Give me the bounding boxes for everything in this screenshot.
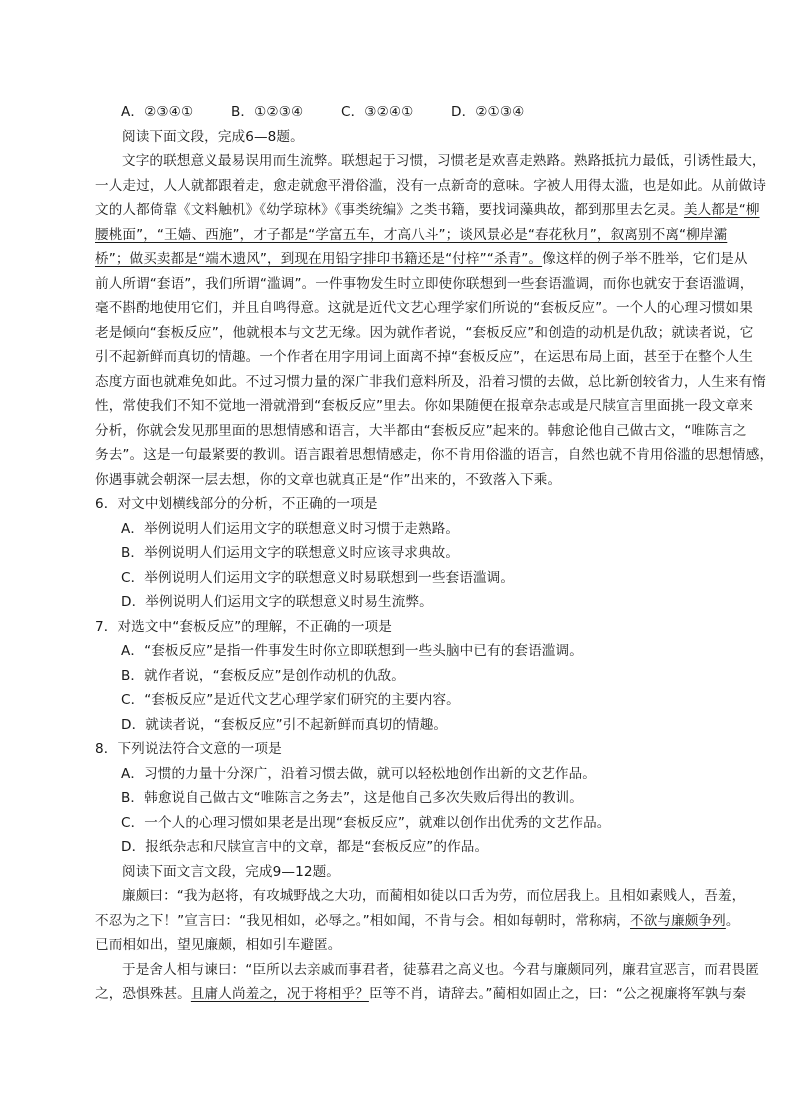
underlined-passage-line: 腰桃面”，“王嫱、西施”，才子都是“学富五车，才高八斗”；谈风景必是“春花秋月”，叙离别不离“柳岸灞	[95, 226, 728, 243]
underlined-text: 美人都是“柳	[683, 202, 760, 218]
passage-text: 之，恐惧殊甚。	[95, 986, 191, 1002]
passage-line: 文字的联想意义最易误用而生流弊。联想起于习惯，习惯老是欢喜走熟路。熟路抵抗力最低，引诱性最大，	[122, 153, 766, 169]
passage-text: 文的人都倚靠《文料触机》《幼学琼林》《事类统编》之类书籍，要找词藻典故，都到那里去乞灵。	[95, 202, 684, 218]
passage-line: 分析，你就会发见那里面的思想情感和语言，大半都由“套板反应”起来的。韩愈论他自己做古文，“唯陈言之	[95, 422, 747, 439]
instruction-9-12: 阅读下面文言文段，完成9—12题。	[122, 863, 340, 880]
passage-line: 已而相如出，望见廉颇，相如引车避匿。	[95, 937, 342, 953]
underlined-text: 不欲与廉颇争列	[630, 912, 726, 929]
document-page	[95, 100, 774, 1007]
passage-line: 一人走过，人人就都跟着走，愈走就愈平滑俗滥，没有一点新奇的意味。字被人用得太滥，也是如此。从前做诗	[95, 177, 766, 194]
question-stem: 8．下列说法符合文意的一项是	[95, 741, 282, 757]
q5-option-b[interactable]: B．①②③④	[231, 104, 304, 120]
answer-option-d[interactable]: D．报纸杂志和尺牍宣言中的文章，都是“套板反应”的作品。	[121, 839, 489, 855]
passage-line: 前人所谓“套语”，我们所谓“滥调”。一件事物发生时立即使你联想到一些套语滥调，而你也就安于套语滥调，	[95, 275, 754, 292]
underlined-text: 桥”；做买卖都是“端木遗风”，到现在用铅字排印书籍还是“付梓”“杀青”。	[95, 251, 543, 267]
answer-option-c[interactable]: C．一个人的心理习惯如果老是出现“套板反应”，就难以创作出优秀的文艺作品。	[121, 814, 611, 831]
answer-option-b[interactable]: B．韩愈说自己做古文“唯陈言之务去”，这是他自己多次失败后得出的教训。	[121, 790, 583, 806]
answer-option-a[interactable]: A．举例说明人们运用文字的联想意义时习惯于走熟路。	[121, 520, 460, 537]
answer-option-d[interactable]: D．就读者说，“套板反应”引不起新鲜而真切的情趣。	[121, 716, 448, 733]
answer-option-c[interactable]: C．“套板反应”是近代文艺心理学家们研究的主要内容。	[121, 692, 460, 708]
passage-line: 你遇事就会朝深一层去想，你的文章也就真正是“作”出来的，不致落入下乘。	[95, 471, 562, 488]
classical-passage	[95, 884, 760, 1007]
passage-text: 臣等不肖，请辞去。”蔺相如固止之，曰：“公之视廉将军孰与秦	[368, 986, 747, 1002]
q5-option-a[interactable]: A．②③④①	[121, 104, 194, 120]
question-stem: 6．对文中划横线部分的分析，不正确的一项是	[95, 496, 378, 512]
passage-text: 不忍为之下！”宣言曰：“我见相如，必辱之。”相如闻，不肯与会。相如每朝时，常称病，	[95, 912, 630, 929]
passage-line: 态度方面也就难免如此。不过习惯力量的深广非我们意料所及，沿着习惯的去做，总比新创较省力，人生来有惰	[95, 373, 766, 390]
passage-line: 廉颇曰：“我为赵将，有攻城野战之大功，而蔺相如徒以口舌为劳，而位居我上。且相如素贱人，吾羞，	[122, 888, 746, 904]
passage-line: 于是舍人相与谏曰：“臣所以去亲戚而事君者，徒慕君之高义也。今君与廉颇同列，廉君宣恶言，而君畏匿	[122, 961, 760, 978]
passage-line: 性，常使我们不知不觉地一滑就滑到“套板反应”里去。你如果随便在报章杂志或是尺牍宣言里面挑一段文章来	[95, 398, 753, 414]
passage-line: 引不起新鲜而真切的情趣。一个作者在用字用词上面离不掉“套板反应”，在运思布局上面，甚至于在整个人生	[95, 349, 753, 365]
passage-line	[95, 247, 748, 272]
instruction-6-8: 阅读下面文段，完成6—8题。	[122, 128, 304, 145]
answer-option-b[interactable]: B．举例说明人们运用文字的联想意义时应该寻求典故。	[121, 545, 460, 561]
passage-line	[95, 982, 747, 1007]
answer-option-a[interactable]: A．“套板反应”是指一件事发生时你立即联想到一些头脑中已有的套语滥调。	[121, 643, 583, 659]
passage-line: 毫不斟酌地使用它们，并且自鸣得意。这就是近代文艺心理学家们所说的“套板反应”。一个人的心理习惯如果	[95, 300, 753, 316]
q5-option-c[interactable]: C．③②④①	[341, 104, 414, 120]
passage-line	[95, 909, 740, 934]
underlined-text: 且庸人尚羞之，况于将相乎？	[190, 986, 369, 1002]
answer-option-c[interactable]: C．举例说明人们运用文字的联想意义时易联想到一些套语滥调。	[121, 569, 515, 586]
answer-option-a[interactable]: A．习惯的力量十分深广，沿着习惯去做，就可以轻松地创作出新的文艺作品。	[121, 765, 596, 782]
passage-line	[95, 198, 760, 223]
passage-text: 像这样的例子举不胜举，它们是从	[542, 251, 748, 267]
passage-text: 。	[725, 912, 740, 929]
question-8	[95, 737, 725, 860]
answer-option-b[interactable]: B．就作者说，“套板反应”是创作动机的仇敌。	[121, 667, 405, 684]
q5-option-d[interactable]: D．②①③④	[451, 104, 525, 120]
passage-line: 务去”。这是一句最紧要的教训。语言跟着思想情感走，你不肯用俗滥的语言，自然也就不肯用俗滥的思想情感，	[95, 447, 774, 463]
q5-options	[95, 100, 725, 125]
question-7	[95, 615, 725, 738]
answer-option-d[interactable]: D．举例说明人们运用文字的联想意义时易生流弊。	[121, 594, 433, 610]
question-stem: 7．对选文中“套板反应”的理解，不正确的一项是	[95, 618, 392, 635]
passage-line: 老是倾向“套板反应”，他就根本与文艺无缘。因为就作者说，“套板反应”和创造的动机是仇敌；就读者说，它	[95, 324, 754, 341]
question-6	[95, 492, 725, 615]
modern-passage	[95, 149, 774, 492]
